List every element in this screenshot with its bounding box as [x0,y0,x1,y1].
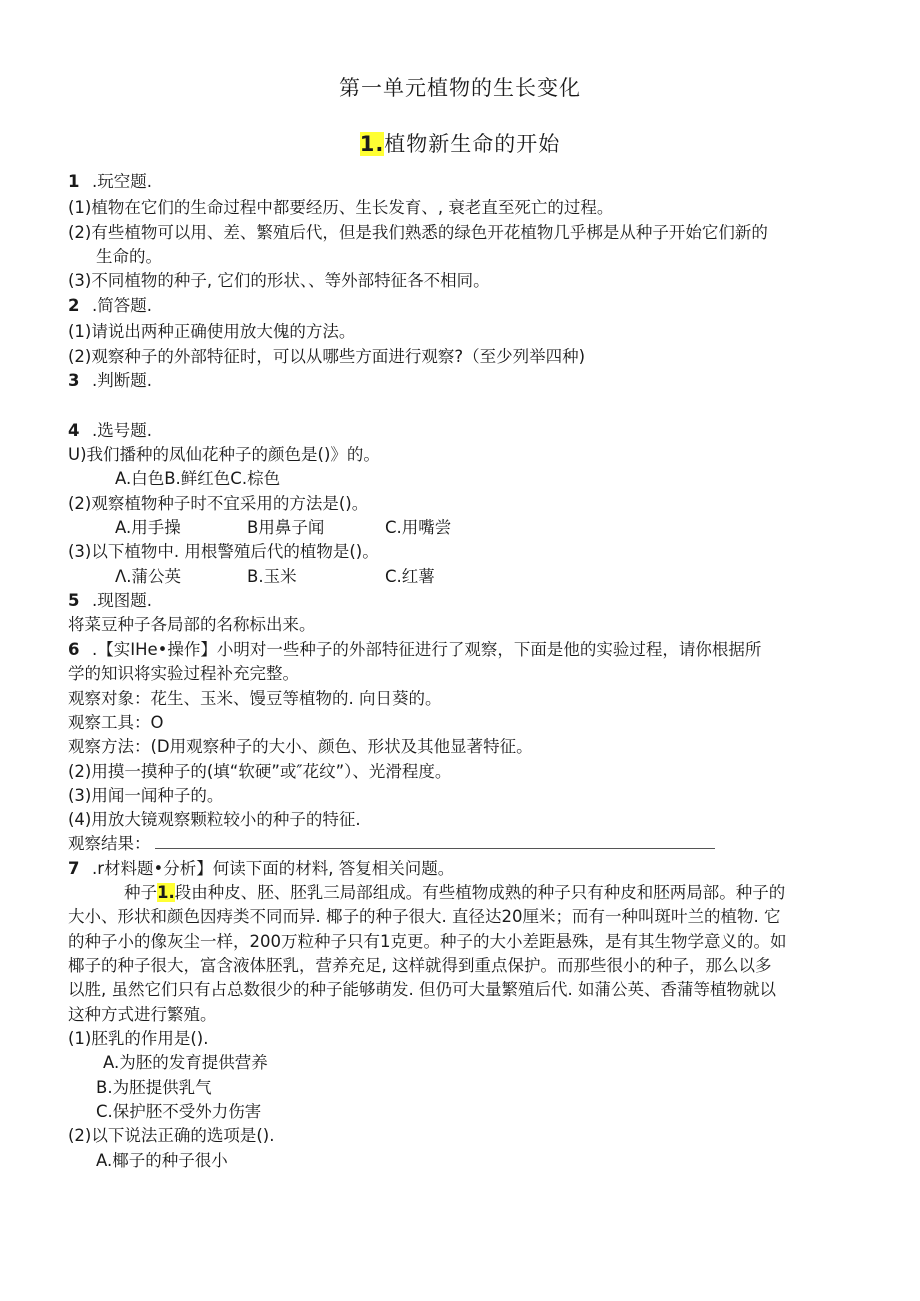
q7-sub-2: (2)以下说法正确的选项是(). [68,1126,275,1145]
q7-sub-1-option-c: C.保护胚不受外力伤害 [96,1102,262,1121]
q7-sub-1: (1)胚乳的作用是(). [68,1029,209,1048]
q4-sub-2-option-b: B用鼻子闻 [247,518,325,537]
q7-sub-1-option-a: A.为胚的发育提供营养 [103,1053,268,1072]
q7-label: .r材料题•分析】何读下面的材料, 答复相关问题。 [92,859,455,878]
q2-label: .简答题. [92,296,152,315]
q2-item-1: (1)请说出两种正确使用放大傀的方法。 [68,322,356,341]
q4-sub-2-option-c: C.用嘴尝 [385,518,452,537]
q4-sub-2-option-a: A.用手操 [115,518,181,537]
q6-number: 6 [68,640,80,659]
q5-label: .现图题. [92,591,152,610]
q1-label: .玩空题. [92,172,152,191]
q6-line-2: 观察工具：O [68,713,164,732]
q4-sub-2: (2)观察植物种子时不宜采用的方法是()。 [68,494,369,513]
q4-sub-3-options [115,565,435,589]
q7-para-highlight: 1. [157,883,175,902]
q6-result-label: 观察结果： [68,834,151,853]
q1-number: 1 [68,172,80,191]
q6-result [68,832,715,856]
q4-number: 4 [68,421,80,440]
q4-label: .选号题. [92,421,152,440]
q7-para-line-6: 这种方式进行繁殖。 [68,1005,217,1024]
q6-line-4: (2)用摸一摸种子的(填“软硬”或″花纹”）、光滑程度。 [68,762,452,781]
q7-para-line-2: 大小、形状和颜色因痔类不同而异. 椰子的种子很大. 直径达20厘米；而有一种叫斑叶兰的植物. 它 [68,907,781,926]
q4-sub-1: U)我们播种的凤仙花种子的颜色是()》的。 [68,445,380,464]
q6-heading [68,638,761,662]
q4-sub-1-options: A.白色B.鲜红色C.棕色 [115,469,281,488]
q2-number: 2 [68,296,80,315]
lesson-number-highlight: 1. [359,132,385,156]
q4-sub-2-options [115,516,451,540]
q4-sub-3-option-a: Λ.蒲公英 [115,567,182,586]
q2-heading [68,294,152,318]
q7-sub-2-option-a: A.椰子的种子很小 [96,1151,228,1170]
q5-heading [68,589,152,613]
q7-para-line-1 [124,881,785,905]
q3-heading [68,369,152,393]
q6-line-5: (3)用闻一闻种子的。 [68,786,224,805]
q6-line-3: 观察方法：(D用观察种子的大小、颜色、形状及其他显著特征。 [68,737,533,756]
q7-para-line-4: 椰子的种子很大，富含液体胚乳，营养充足, 这样就得到重点保护。而那些很小的种子，那么以多 [68,956,772,975]
q6-heading-cont: 学的知识将实验过程补充完整。 [68,664,299,683]
q4-sub-3: (3)以下植物中. 用根警殖后代的植物是()。 [68,542,379,561]
q7-sub-1-option-b: B.为胚提供乳气 [96,1078,212,1097]
q4-sub-3-option-c: C.红薯 [385,567,435,586]
q1-item-2: (2)有些植物可以用、差、繁殖后代，但是我们熟悉的绿色开花植物几乎梆是从种子开始它们新的 [68,223,768,242]
q7-para-first-text: 段由种皮、胚、胚乳三局部组成。有些植物成熟的种子只有种皮和胚两局部。种子的 [174,883,786,902]
q4-sub-3-option-b: B.玉米 [247,567,297,586]
q7-para-start: 种子 [124,883,157,902]
q4-heading [68,419,152,443]
unit-title: 第一单元植物的生长变化 [339,76,581,100]
q5-body: 将菜豆种子各局部的名称标出来。 [68,615,316,634]
q1-item-3: (3)不同植物的种子, 它们的形状、、等外部特征各不相同。 [68,271,490,290]
q5-number: 5 [68,591,80,610]
q7-heading [68,857,454,881]
q6-label: .【实IHe•操作】小明对一些种子的外部特征进行了观察，下面是他的实验过程，请你根据所 [92,640,762,659]
q7-para-line-5: 以胜, 虽然它们只有占总数很少的种子能够萌发. 但仍可大量繁殖后代. 如蒲公英、香蒲等植物就以 [68,980,776,999]
q6-result-blank[interactable] [155,834,715,849]
q3-number: 3 [68,371,80,390]
lesson-title [0,128,920,158]
lesson-title-text: 植物新生命的开始 [384,132,561,156]
q7-para-line-3: 的种子小的像灰尘一样，200万粒种子只有1克更。种子的大小差距悬殊，是有其生物学意义的。如 [68,932,787,951]
q7-number: 7 [68,859,80,878]
q6-line-6: (4)用放大镜观察颗粒较小的种子的特征. [68,810,361,829]
q2-item-2: (2)观察种子的外部特征时，可以从哪些方面进行观察?（至少列举四种) [68,347,586,366]
q1-item-1: (1)植物在它们的生命过程中都要经历、生长发育、, 衰老直至死亡的过程。 [68,198,614,217]
q1-item-2-cont: 生命的。 [96,247,162,266]
q1-heading [68,170,152,194]
q3-label: .判断题. [92,371,152,390]
q6-line-1: 观察对象：花生、玉米、馒豆等植物的. 向日葵的。 [68,689,442,708]
